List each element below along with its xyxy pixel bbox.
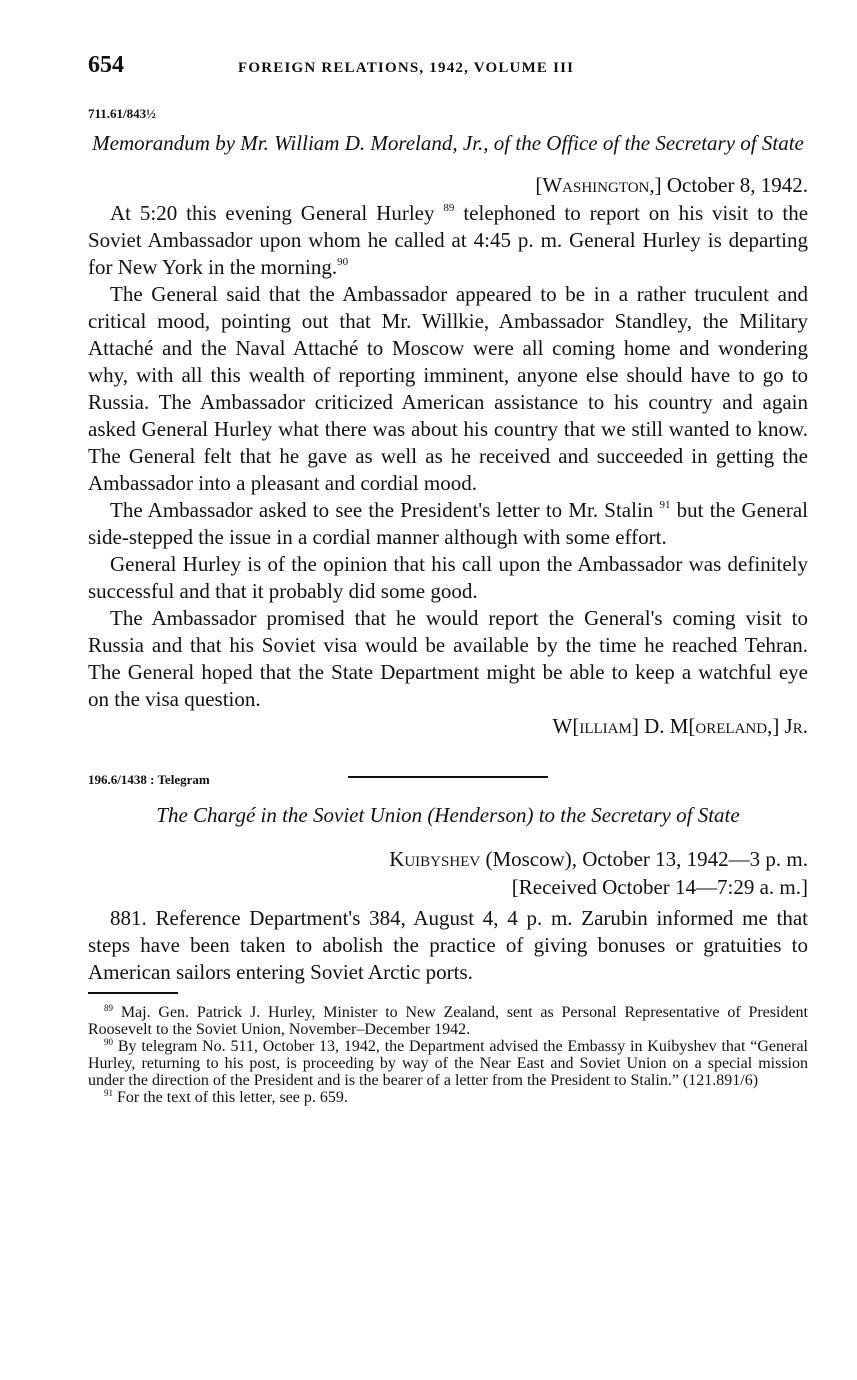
dateline xyxy=(88,172,808,198)
page-header xyxy=(88,52,808,92)
dateline-place: [Washington,] xyxy=(535,173,662,197)
dateline-place: Kuibyshev xyxy=(389,847,481,871)
dateline-date: (Moscow), October 13, 1942—3 p. m. xyxy=(485,847,808,871)
paragraph xyxy=(88,200,808,281)
file-number: 196.6/1438 : Telegram xyxy=(88,772,210,787)
paragraph: The General said that the Ambassador appeared to be in a rather truculent and critical mood, pointing out that Mr. Willkie, Ambassador Standley, the Military Attaché and the Naval Attaché to Moscow were all coming home and wondering why, with all this wealth of reporting imminent, anyone else should have to go to Russia. The Ambassador criticized American assistance to his country and again asked General Hurley what there was about his country that we still wanted to know. The General felt that he gave as well as he received and succeeded in getting the Ambassador into a pleasant and cordial mood. xyxy=(88,282,808,495)
footnote-divider xyxy=(88,992,178,994)
running-title: FOREIGN RELATIONS, 1942, VOLUME III xyxy=(238,60,575,76)
file-number: 711.61/843½ xyxy=(88,106,156,121)
footnote-number: 89 xyxy=(104,1003,113,1013)
footnote xyxy=(88,1038,808,1089)
footnote-number: 90 xyxy=(104,1037,113,1047)
document-title: The Chargé in the Soviet Union (Henderson) to the Secretary of State xyxy=(156,803,740,827)
document-title: Memorandum by Mr. William D. Moreland, Jr., of the Office of the Secretary of State xyxy=(92,131,804,155)
footnote-text: By telegram No. 511, October 13, 1942, the Department advised the Embassy in Kuibyshev that “General Hurley, returning to his post, is proceeding by way of the Near East and Soviet Union on a special mission under the direction of the President and is the bearer of a letter from the President to Stalin.” (121.891/6) xyxy=(88,1038,809,1089)
footnote-text: Maj. Gen. Patrick J. Hurley, Minister to New Zealand, sent as Personal Representative of President Roosevelt to the Soviet Union, November–December 1942. xyxy=(88,1004,808,1038)
page-number: 654 xyxy=(88,52,124,78)
footnote xyxy=(88,1004,808,1038)
document-page xyxy=(88,52,808,1106)
footnote-ref: 91 xyxy=(659,499,671,511)
paragraph-text: At 5:20 this evening General Hurley xyxy=(110,201,435,225)
paragraph: The Ambassador promised that he would report the General's coming visit to Russia and that his Soviet visa would be available by the time he reached Tehran. The General hoped that the State Department might be able to keep a watchful eye on the visa question. xyxy=(88,606,808,711)
signature: W[illiam] D. M[oreland,] Jr. xyxy=(552,714,808,738)
footnote-number: 91 xyxy=(104,1088,113,1098)
dateline xyxy=(88,845,808,873)
paragraph: General Hurley is of the opinion that his call upon the Ambassador was definitely successful and that it probably did some good. xyxy=(88,552,808,603)
paragraph-text: but the General side-stepped the issue in a cordial manner although with some effort. xyxy=(88,498,808,549)
paragraph-text: telephoned to report on his visit to the Soviet Ambassador upon whom he called at 4:45 p. m. General Hurley is departing for New York in the morning. xyxy=(88,201,809,279)
paragraph-text: The Ambassador asked to see the President's letter to Mr. Stalin xyxy=(110,498,654,522)
paragraph xyxy=(88,497,808,551)
paragraph: 881. Reference Department's 384, August 4, 4 p. m. Zarubin informed me that steps have been taken to abolish the practice of giving bonuses or gratuities to American sailors entering Soviet Arctic ports. xyxy=(88,906,808,984)
footnote-ref: 89 xyxy=(443,202,455,214)
received-line: [Received October 14—7:29 a. m.] xyxy=(511,875,808,899)
footnotes xyxy=(88,1004,808,1106)
footnote-text: For the text of this letter, see p. 659. xyxy=(117,1089,348,1106)
footnote-ref: 90 xyxy=(337,256,349,268)
footnote xyxy=(88,1089,808,1106)
dateline-date: October 8, 1942. xyxy=(666,173,808,197)
